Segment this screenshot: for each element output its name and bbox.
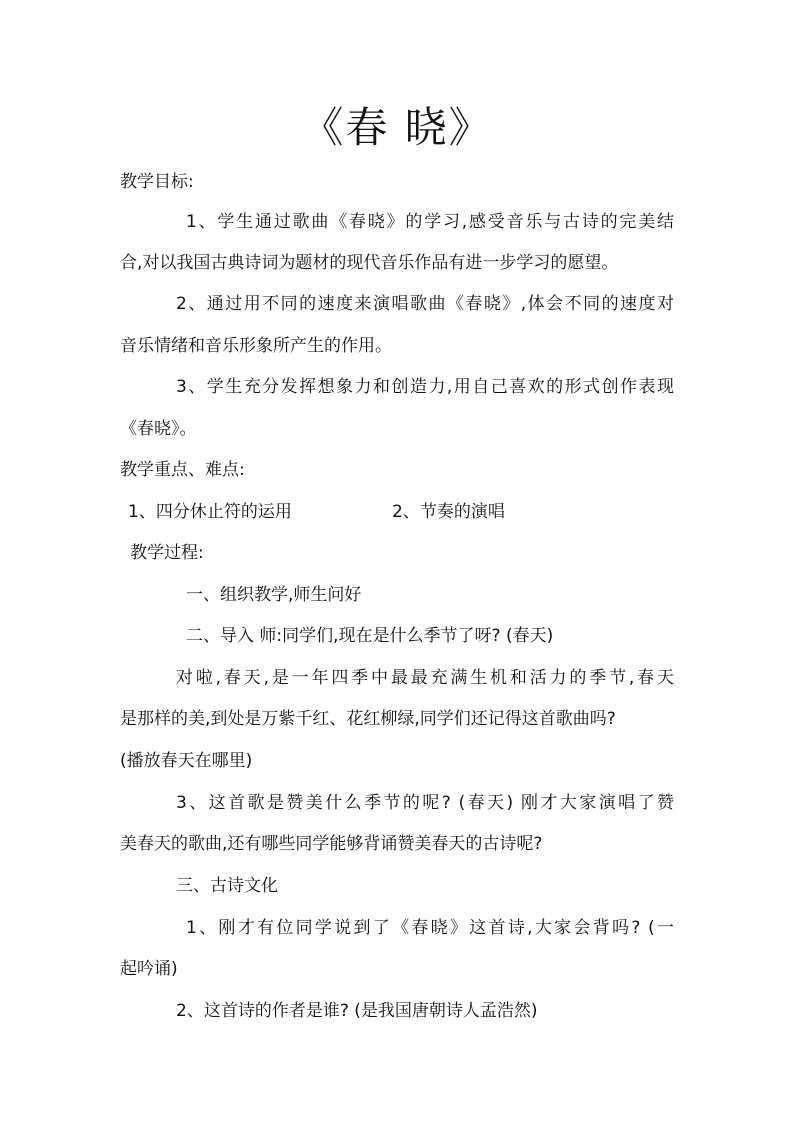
intro-line-3: (播放春天在哪里) [120,751,253,771]
poem-question-1-line-2: 起吟诵) [120,959,178,979]
goal-1-line-1: 1、学生通过歌曲《春晓》的学习,感受音乐与古诗的完美结 [186,212,674,232]
poem-question-1-line-1: 1、刚才有位同学说到了《春晓》这首诗,大家会背吗? (一 [186,918,674,938]
intro-line-1: 对啦,春天,是一年四季中最最充满生机和活力的季节,春天 [176,668,674,688]
goal-3-line-1: 3、学生充分发挥想象力和创造力,用自己喜欢的形式创作表现 [176,377,674,397]
poem-question-2: 2、这首诗的作者是谁? (是我国唐朝诗人孟浩然) [176,1001,538,1021]
goal-3-line-2: 《春晓》。 [120,419,197,439]
goals-heading: 教学目标: [120,172,194,192]
section-3-heading: 三、古诗文化 [176,876,278,896]
focus-item-2: 2、节奏的演唱 [392,502,505,522]
intro-line-2: 是那样的美,到处是万紫千红、花红柳绿,同学们还记得这首歌曲吗? [120,709,616,729]
focus-heading: 教学重点、难点: [120,460,245,480]
step-2: 二、导入 师:同学们,现在是什么季节了呀? (春天) [186,626,554,646]
process-heading: 教学过程: [130,543,204,563]
goal-1-line-2: 合,对以我国古典诗词为题材的现代音乐作品有进一步学习的愿望。 [120,253,619,273]
goal-2-line-2: 音乐情绪和音乐形象所产生的作用。 [120,336,392,356]
question-3-line-2: 美春天的歌曲,还有哪些同学能够背诵赞美春天的古诗呢? [120,834,543,854]
question-3-line-1: 3、这首歌是赞美什么季节的呢? (春天) 刚才大家演唱了赞 [176,793,674,813]
document-title: 《春 晓》 [301,103,493,152]
goal-2-line-1: 2、通过用不同的速度来演唱歌曲《春晓》,体会不同的速度对 [176,294,674,314]
step-1: 一、组织教学,师生问好 [186,585,362,605]
focus-item-1: 1、四分休止符的运用 [128,502,292,522]
